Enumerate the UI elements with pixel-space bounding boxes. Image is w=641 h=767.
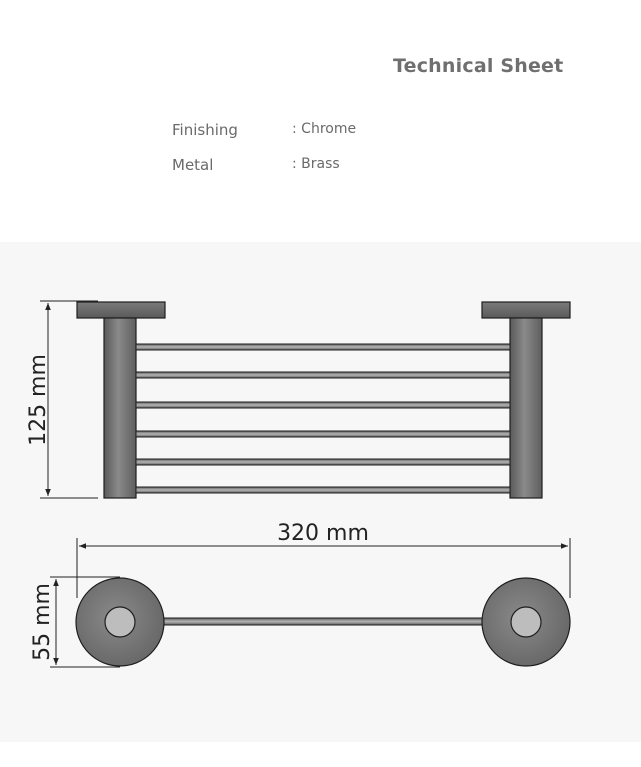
right-wall-cap bbox=[482, 302, 570, 318]
spec-label-finishing: Finishing bbox=[172, 121, 238, 139]
page-title: Technical Sheet bbox=[393, 55, 564, 77]
rack-bar-1 bbox=[136, 344, 510, 350]
rack-bar-3 bbox=[136, 402, 510, 408]
width-dimension bbox=[77, 521, 570, 598]
left-post bbox=[104, 318, 136, 498]
top-view bbox=[76, 578, 570, 666]
rack-bars bbox=[136, 344, 510, 493]
spec-value-metal: : Brass bbox=[292, 156, 340, 172]
left-mount-boss bbox=[105, 607, 135, 637]
rack-bar-5 bbox=[136, 459, 510, 465]
left-wall-cap bbox=[77, 302, 165, 318]
right-post bbox=[510, 318, 542, 498]
technical-drawing bbox=[0, 242, 641, 742]
technical-drawing-panel bbox=[0, 242, 641, 742]
spec-label-metal: Metal bbox=[172, 156, 214, 174]
width-dimension-label: 320 mm bbox=[277, 521, 369, 546]
depth-dimension-label: 55 mm bbox=[30, 583, 55, 661]
rack-bar-6 bbox=[136, 487, 510, 493]
rack-bar-2 bbox=[136, 372, 510, 378]
spec-value-finishing: : Chrome bbox=[292, 121, 357, 137]
right-mount-boss bbox=[511, 607, 541, 637]
top-bar bbox=[132, 618, 514, 625]
height-dimension-label: 125 mm bbox=[26, 354, 51, 446]
front-view bbox=[77, 302, 570, 498]
height-dimension bbox=[26, 301, 98, 498]
rack-bar-4 bbox=[136, 431, 510, 437]
